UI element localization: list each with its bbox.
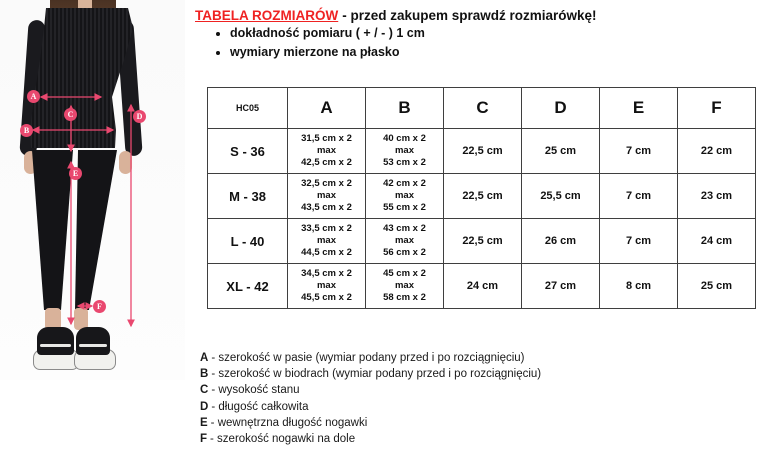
cell-f: 22 cm [678, 129, 756, 174]
cell-a [288, 174, 366, 219]
title-rest: - przed zakupem sprawdź rozmiarówkę! [342, 8, 597, 23]
cell-line: 45 cm x 2 [383, 268, 426, 279]
legend-item-d [200, 399, 541, 415]
legend-letter: C [200, 384, 209, 397]
cell-a [288, 129, 366, 174]
cell-d: 25,5 cm [522, 174, 600, 219]
legend-item-a [200, 350, 541, 366]
cell-c: 24 cm [444, 264, 522, 309]
cell-e: 7 cm [600, 129, 678, 174]
cell-line: 44,5 cm x 2 [301, 247, 352, 258]
cell-line: 42 cm x 2 [383, 178, 426, 189]
cell-e: 7 cm [600, 174, 678, 219]
cell-line: max [394, 145, 414, 156]
cell-line: 31,5 cm x 2 [301, 133, 352, 144]
column-header-e: E [600, 88, 678, 129]
marker-a: A [27, 90, 40, 103]
table-row-xl42 [208, 264, 756, 309]
legend-letter: F [200, 433, 208, 446]
legend-text: - wysokość stanu [211, 384, 300, 397]
table-row-m38 [208, 174, 756, 219]
size-label: M - 38 [208, 174, 288, 219]
legend-letter: E [200, 416, 208, 429]
cell-d: 27 cm [522, 264, 600, 309]
cell-b [366, 174, 444, 219]
cell-line: 33,5 cm x 2 [301, 223, 352, 234]
product-photo [0, 0, 185, 380]
cell-d: 26 cm [522, 219, 600, 264]
cell-a [288, 264, 366, 309]
size-label: S - 36 [208, 129, 288, 174]
cell-line: 42,5 cm x 2 [301, 157, 352, 168]
cell-line: max [394, 235, 414, 246]
column-header-b: B [366, 88, 444, 129]
cell-line: max [316, 190, 336, 201]
marker-c: C [64, 108, 77, 121]
cell-line: 53 cm x 2 [383, 157, 426, 168]
column-header-c: C [444, 88, 522, 129]
cell-line: 45,5 cm x 2 [301, 292, 352, 303]
title-highlight: TABELA ROZMIARÓW [195, 8, 339, 23]
size-label: L - 40 [208, 219, 288, 264]
marker-b: B [20, 124, 33, 137]
cell-c: 22,5 cm [444, 129, 522, 174]
column-header-a: A [288, 88, 366, 129]
legend-text: - szerokość w biodrach (wymiar podany przed i po rozciągnięciu) [211, 368, 542, 381]
legend-item-f [200, 431, 541, 447]
legend-letter: B [200, 368, 209, 381]
notes-list [218, 24, 425, 62]
cell-line: 56 cm x 2 [383, 247, 426, 258]
cell-line: max [316, 235, 336, 246]
cell-f: 25 cm [678, 264, 756, 309]
note-flat-measure: • wymiary mierzone na płasko [230, 43, 425, 62]
marker-f: F [93, 300, 106, 313]
cell-b [366, 264, 444, 309]
cell-f: 23 cm [678, 174, 756, 219]
table-row-s36 [208, 129, 756, 174]
cell-line: max [394, 280, 414, 291]
table-row-l40 [208, 219, 756, 264]
product-code: HC05 [208, 88, 288, 129]
column-header-f: F [678, 88, 756, 129]
cell-line: 40 cm x 2 [383, 133, 426, 144]
note-accuracy: • dokładność pomiaru ( + / - ) 1 cm [230, 24, 425, 43]
cell-b [366, 219, 444, 264]
cell-b [366, 129, 444, 174]
cell-line: 58 cm x 2 [383, 292, 426, 303]
cell-line: 32,5 cm x 2 [301, 178, 352, 189]
legend-letter: A [200, 352, 209, 364]
cell-line: max [394, 190, 414, 201]
measurement-legend [200, 350, 541, 447]
cell-c: 22,5 cm [444, 174, 522, 219]
cell-c: 22,5 cm [444, 219, 522, 264]
marker-d: D [133, 110, 146, 123]
legend-item-e [200, 415, 541, 431]
cell-a [288, 219, 366, 264]
cell-line: 34,5 cm x 2 [301, 268, 352, 279]
page-title [195, 8, 597, 23]
cell-line: 55 cm x 2 [383, 202, 426, 213]
measurement-arrows [0, 0, 185, 380]
cell-line: max [316, 145, 336, 156]
marker-e: E [69, 167, 82, 180]
cell-d: 25 cm [522, 129, 600, 174]
cell-e: 7 cm [600, 219, 678, 264]
cell-line: max [316, 280, 336, 291]
column-header-d: D [522, 88, 600, 129]
size-label: XL - 42 [208, 264, 288, 309]
legend-text: - wewnętrzna długość nogawki [210, 416, 368, 429]
cell-f: 24 cm [678, 219, 756, 264]
cell-e: 8 cm [600, 264, 678, 309]
legend-text: - szerokość w pasie (wymiar podany przed i po rozciągnięciu) [211, 352, 525, 364]
legend-letter: D [200, 400, 209, 413]
cell-line: 43,5 cm x 2 [301, 202, 352, 213]
size-table [207, 87, 756, 309]
legend-item-b [200, 366, 541, 382]
legend-text: - szerokość nogawki na dole [210, 433, 356, 446]
table-header-row [208, 88, 756, 129]
legend-text: - długość całkowita [211, 400, 309, 413]
cell-line: 43 cm x 2 [383, 223, 426, 234]
legend-item-c [200, 382, 541, 398]
